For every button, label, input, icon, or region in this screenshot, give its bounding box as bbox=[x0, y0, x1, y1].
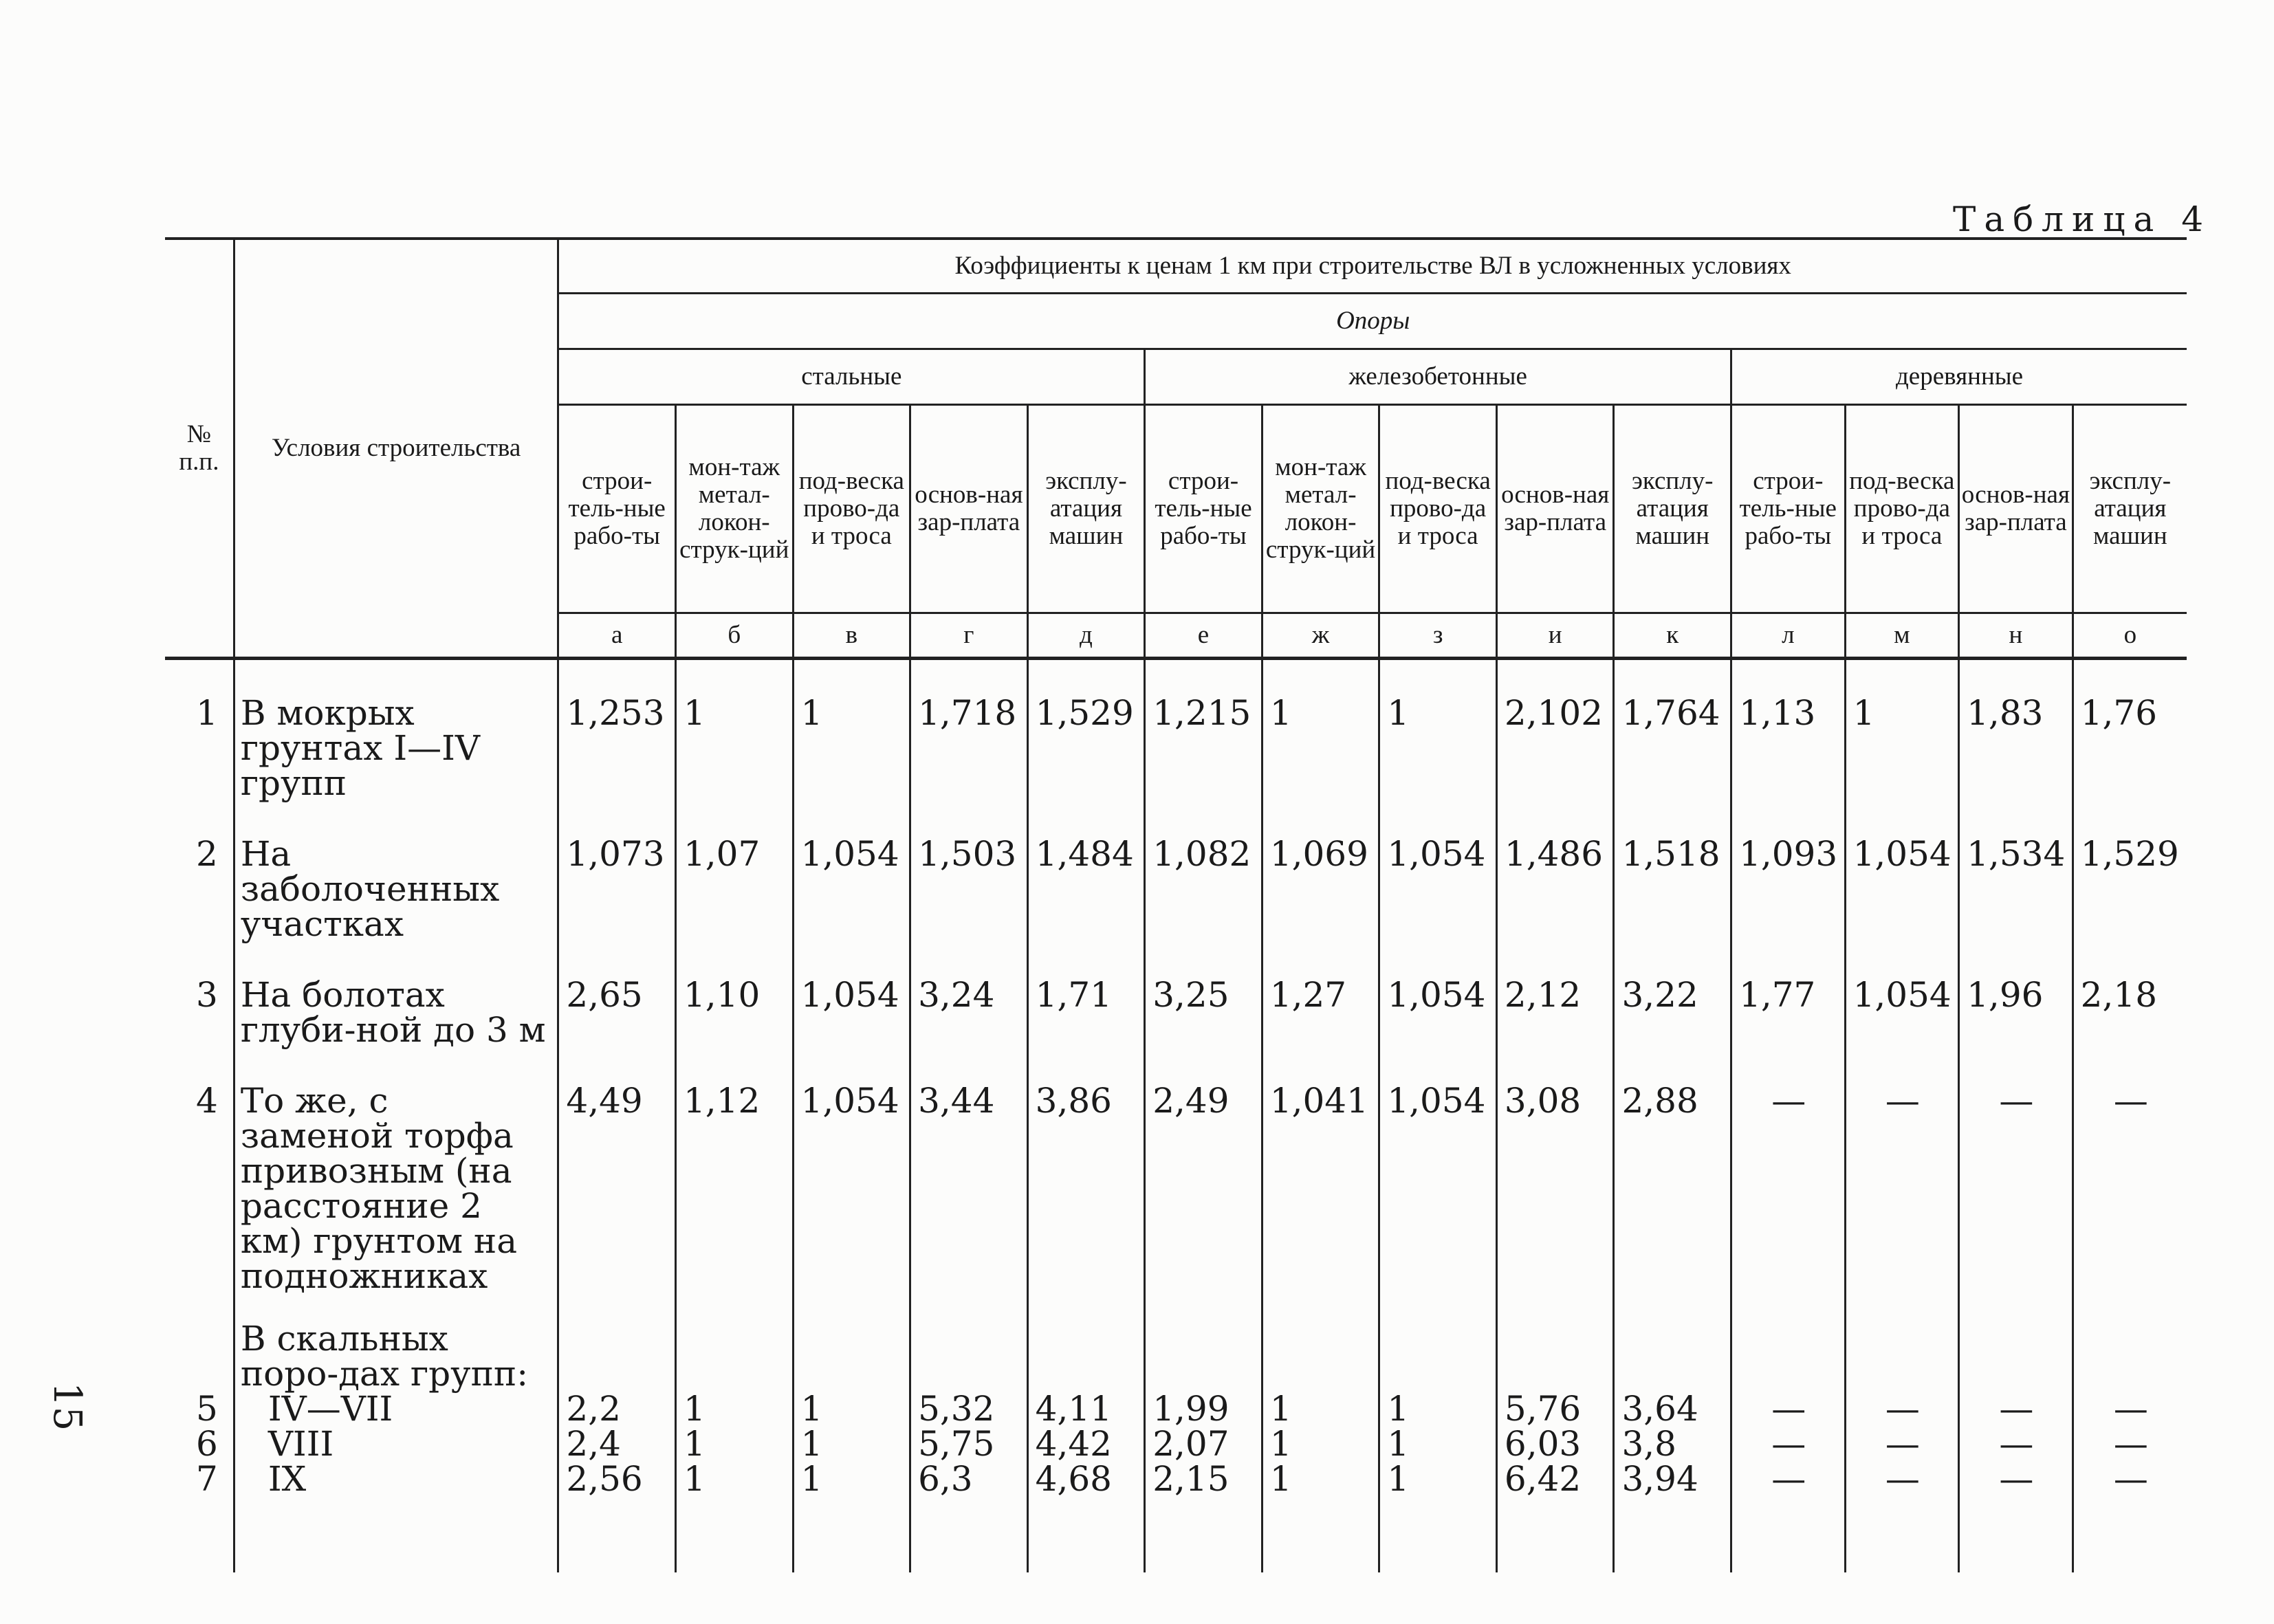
value-cell: 1,529 bbox=[1027, 659, 1145, 802]
value-cell: 1 bbox=[793, 1427, 910, 1462]
value-cell: — bbox=[1731, 1392, 1846, 1427]
value-cell: 2,49 bbox=[1145, 1048, 1262, 1294]
value-cell: 1,054 bbox=[793, 942, 910, 1048]
table-caption: Таблица 4 bbox=[1953, 199, 2212, 239]
value-cell: 1 bbox=[1379, 1427, 1497, 1462]
value-cell: 1 bbox=[793, 1462, 910, 1572]
row-condition: VIII bbox=[234, 1427, 558, 1462]
value-cell: 4,68 bbox=[1027, 1462, 1145, 1572]
value-cell: 1,534 bbox=[1959, 801, 2073, 942]
empty-cell bbox=[1959, 1294, 2073, 1392]
empty-cell bbox=[1027, 1294, 1145, 1392]
empty-cell bbox=[1496, 1294, 1614, 1392]
row-number: 1 bbox=[196, 693, 218, 733]
row-number: 6 bbox=[196, 1424, 218, 1464]
value-cell: 1,27 bbox=[1262, 942, 1379, 1048]
letter-z: з bbox=[1379, 613, 1497, 659]
value-cell: 1,486 bbox=[1496, 801, 1614, 942]
row-number: 2 bbox=[196, 834, 218, 874]
value-cell: 1,054 bbox=[1379, 801, 1497, 942]
table-row bbox=[165, 1392, 2187, 1427]
value-cell: 3,25 bbox=[1145, 942, 1262, 1048]
value-cell: 1,13 bbox=[1731, 659, 1846, 802]
value-cell: 3,24 bbox=[910, 942, 1028, 1048]
page-number: 15 bbox=[45, 1382, 89, 1431]
row-number: 4 bbox=[196, 1081, 218, 1121]
value-cell: — bbox=[2073, 1427, 2187, 1462]
value-cell: — bbox=[2073, 1462, 2187, 1572]
value-cell: — bbox=[1731, 1427, 1846, 1462]
letter-l: л bbox=[1731, 613, 1846, 659]
value-cell: 1 bbox=[675, 659, 793, 802]
value-cell: 1,082 bbox=[1145, 801, 1262, 942]
value-cell: — bbox=[1845, 1462, 1959, 1572]
value-cell: 3,8 bbox=[1614, 1427, 1731, 1462]
value-cell: — bbox=[1959, 1048, 2073, 1294]
empty-cell bbox=[1731, 1294, 1846, 1392]
empty-cell bbox=[675, 1294, 793, 1392]
letter-m: м bbox=[1845, 613, 1959, 659]
empty-cell bbox=[1614, 1294, 1731, 1392]
value-cell: — bbox=[2073, 1392, 2187, 1427]
value-cell: — bbox=[1731, 1048, 1846, 1294]
value-cell: 1 bbox=[1379, 659, 1497, 802]
value-cell: 1,054 bbox=[793, 801, 910, 942]
value-cell: 1,041 bbox=[1262, 1048, 1379, 1294]
value-cell: 1 bbox=[1262, 1427, 1379, 1462]
letter-k: к bbox=[1614, 613, 1731, 659]
letter-zh: ж bbox=[1262, 613, 1379, 659]
value-cell: 2,15 bbox=[1145, 1462, 1262, 1572]
value-cell: 1 bbox=[793, 659, 910, 802]
coefficient-table bbox=[165, 237, 2187, 1572]
table-row bbox=[165, 942, 2187, 1048]
value-cell: 1 bbox=[1262, 659, 1379, 802]
value-cell: 2,2 bbox=[558, 1392, 676, 1427]
header-col-b: мон-таж метал-локон-струк-ций bbox=[675, 405, 793, 613]
value-cell: — bbox=[1845, 1048, 1959, 1294]
value-cell: 1,054 bbox=[793, 1048, 910, 1294]
letter-d: д bbox=[1027, 613, 1145, 659]
value-cell: 1,069 bbox=[1262, 801, 1379, 942]
value-cell: 6,3 bbox=[910, 1462, 1028, 1572]
value-cell: 4,49 bbox=[558, 1048, 676, 1294]
value-cell: — bbox=[1959, 1427, 2073, 1462]
value-cell: 3,86 bbox=[1027, 1048, 1145, 1294]
group-heading-row bbox=[165, 1294, 2187, 1392]
value-cell: 1,215 bbox=[1145, 659, 1262, 802]
letter-i: и bbox=[1496, 613, 1614, 659]
value-cell: 4,42 bbox=[1027, 1427, 1145, 1462]
header-col-z: под-веска прово-да и троса bbox=[1379, 405, 1497, 613]
value-cell: 1,96 bbox=[1959, 942, 2073, 1048]
row-condition: То же, с заменой торфа привозным (на расстояние 2 км) грунтом на подножниках bbox=[234, 1048, 558, 1294]
value-cell: 1,054 bbox=[1845, 801, 1959, 942]
value-cell: 3,44 bbox=[910, 1048, 1028, 1294]
header-conditions: Условия строительства bbox=[234, 239, 558, 659]
letter-v: в bbox=[793, 613, 910, 659]
row-condition: На болотах глуби-ной до 3 м bbox=[234, 942, 558, 1048]
empty-cell bbox=[2073, 1294, 2187, 1392]
value-cell: 1 bbox=[1262, 1462, 1379, 1572]
row-condition: IX bbox=[234, 1462, 558, 1572]
header-col-d: эксплу-атация машин bbox=[1027, 405, 1145, 613]
table-row bbox=[165, 1427, 2187, 1462]
value-cell: 1,07 bbox=[675, 801, 793, 942]
value-cell: 1,83 bbox=[1959, 659, 2073, 802]
header-supports: Опоры bbox=[558, 294, 2187, 349]
value-cell: 1 bbox=[1379, 1462, 1497, 1572]
value-cell: 1 bbox=[793, 1392, 910, 1427]
value-cell: 2,56 bbox=[558, 1462, 676, 1572]
row-condition: В мокрых грунтах I—IV групп bbox=[234, 659, 558, 802]
header-col-g: основ-ная зар-плата bbox=[910, 405, 1028, 613]
value-cell: 1 bbox=[1845, 659, 1959, 802]
value-cell: 6,03 bbox=[1496, 1427, 1614, 1462]
value-cell: 1,764 bbox=[1614, 659, 1731, 802]
value-cell: 1,054 bbox=[1379, 1048, 1497, 1294]
header-group-wood: деревянные bbox=[1731, 349, 2187, 405]
header-col-m: под-веска прово-да и троса bbox=[1845, 405, 1959, 613]
value-cell: 1,71 bbox=[1027, 942, 1145, 1048]
header-col-l: строи-тель-ные рабо-ты bbox=[1731, 405, 1846, 613]
value-cell: 1,529 bbox=[2073, 801, 2187, 942]
header-col-o: эксплу-атация машин bbox=[2073, 405, 2187, 613]
table-row bbox=[165, 1462, 2187, 1572]
value-cell: 1,718 bbox=[910, 659, 1028, 802]
value-cell: 1 bbox=[675, 1462, 793, 1572]
value-cell: — bbox=[1731, 1462, 1846, 1572]
value-cell: — bbox=[1845, 1392, 1959, 1427]
empty-cell bbox=[793, 1294, 910, 1392]
header-col-k: эксплу-атация машин bbox=[1614, 405, 1731, 613]
value-cell: 2,65 bbox=[558, 942, 676, 1048]
value-cell: 1,093 bbox=[1731, 801, 1846, 942]
value-cell: 1,054 bbox=[1379, 942, 1497, 1048]
value-cell: 1 bbox=[675, 1427, 793, 1462]
row-number: 7 bbox=[196, 1459, 218, 1499]
letter-o: о bbox=[2073, 613, 2187, 659]
empty-cell bbox=[1262, 1294, 1379, 1392]
value-cell: 4,11 bbox=[1027, 1392, 1145, 1427]
value-cell: 5,75 bbox=[910, 1427, 1028, 1462]
empty-cell bbox=[165, 1294, 234, 1392]
value-cell: 1,253 bbox=[558, 659, 676, 802]
value-cell: 5,76 bbox=[1496, 1392, 1614, 1427]
header-col-zh: мон-таж метал-локон-струк-ций bbox=[1262, 405, 1379, 613]
empty-cell bbox=[1845, 1294, 1959, 1392]
letter-n: н bbox=[1959, 613, 2073, 659]
value-cell: 1 bbox=[675, 1392, 793, 1427]
row-number: 5 bbox=[196, 1389, 218, 1429]
value-cell: 2,4 bbox=[558, 1427, 676, 1462]
header-super-title: Коэффициенты к ценам 1 км при строительстве ВЛ в усложненных условиях bbox=[558, 239, 2187, 294]
value-cell: 1,518 bbox=[1614, 801, 1731, 942]
header-col-n: основ-ная зар-плата bbox=[1959, 405, 2073, 613]
value-cell: 6,42 bbox=[1496, 1462, 1614, 1572]
empty-cell bbox=[1379, 1294, 1497, 1392]
value-cell: — bbox=[2073, 1048, 2187, 1294]
value-cell: 3,22 bbox=[1614, 942, 1731, 1048]
header-col-a: строи-тель-ные рабо-ты bbox=[558, 405, 676, 613]
letter-g: г bbox=[910, 613, 1028, 659]
value-cell: 3,08 bbox=[1496, 1048, 1614, 1294]
row-condition: IV—VII bbox=[234, 1392, 558, 1427]
value-cell: 1,484 bbox=[1027, 801, 1145, 942]
table-row bbox=[165, 659, 2187, 802]
value-cell: — bbox=[1959, 1392, 2073, 1427]
value-cell: 3,64 bbox=[1614, 1392, 1731, 1427]
value-cell: 1,503 bbox=[910, 801, 1028, 942]
value-cell: 1,054 bbox=[1845, 942, 1959, 1048]
rock-group-heading: В скальных поро-дах групп: bbox=[234, 1294, 558, 1392]
value-cell: — bbox=[1959, 1462, 2073, 1572]
letter-e: е bbox=[1145, 613, 1262, 659]
header-col-i: основ-ная зар-плата bbox=[1496, 405, 1614, 613]
value-cell: 2,102 bbox=[1496, 659, 1614, 802]
letter-b: б bbox=[675, 613, 793, 659]
table-row bbox=[165, 801, 2187, 942]
table-row bbox=[165, 1048, 2187, 1294]
value-cell: 5,32 bbox=[910, 1392, 1028, 1427]
header-group-steel: стальные bbox=[558, 349, 1145, 405]
value-cell: 2,12 bbox=[1496, 942, 1614, 1048]
empty-cell bbox=[558, 1294, 676, 1392]
row-condition: На заболоченных участках bbox=[234, 801, 558, 942]
header-group-concrete: железобетонные bbox=[1145, 349, 1731, 405]
empty-cell bbox=[1145, 1294, 1262, 1392]
header-col-v: под-веска прово-да и троса bbox=[793, 405, 910, 613]
empty-cell bbox=[910, 1294, 1028, 1392]
value-cell: 1,12 bbox=[675, 1048, 793, 1294]
value-cell: 2,18 bbox=[2073, 942, 2187, 1048]
letter-a: а bbox=[558, 613, 676, 659]
value-cell: — bbox=[1845, 1427, 1959, 1462]
value-cell: 1 bbox=[1379, 1392, 1497, 1427]
value-cell: 1,77 bbox=[1731, 942, 1846, 1048]
value-cell: 1,073 bbox=[558, 801, 676, 942]
header-col-e: строи-тель-ные рабо-ты bbox=[1145, 405, 1262, 613]
value-cell: 3,94 bbox=[1614, 1462, 1731, 1572]
value-cell: 1,99 bbox=[1145, 1392, 1262, 1427]
value-cell: 1 bbox=[1262, 1392, 1379, 1427]
value-cell: 2,07 bbox=[1145, 1427, 1262, 1462]
header-number: № п.п. bbox=[165, 239, 234, 659]
value-cell: 2,88 bbox=[1614, 1048, 1731, 1294]
value-cell: 1,76 bbox=[2073, 659, 2187, 802]
value-cell: 1,10 bbox=[675, 942, 793, 1048]
row-number: 3 bbox=[196, 975, 218, 1015]
